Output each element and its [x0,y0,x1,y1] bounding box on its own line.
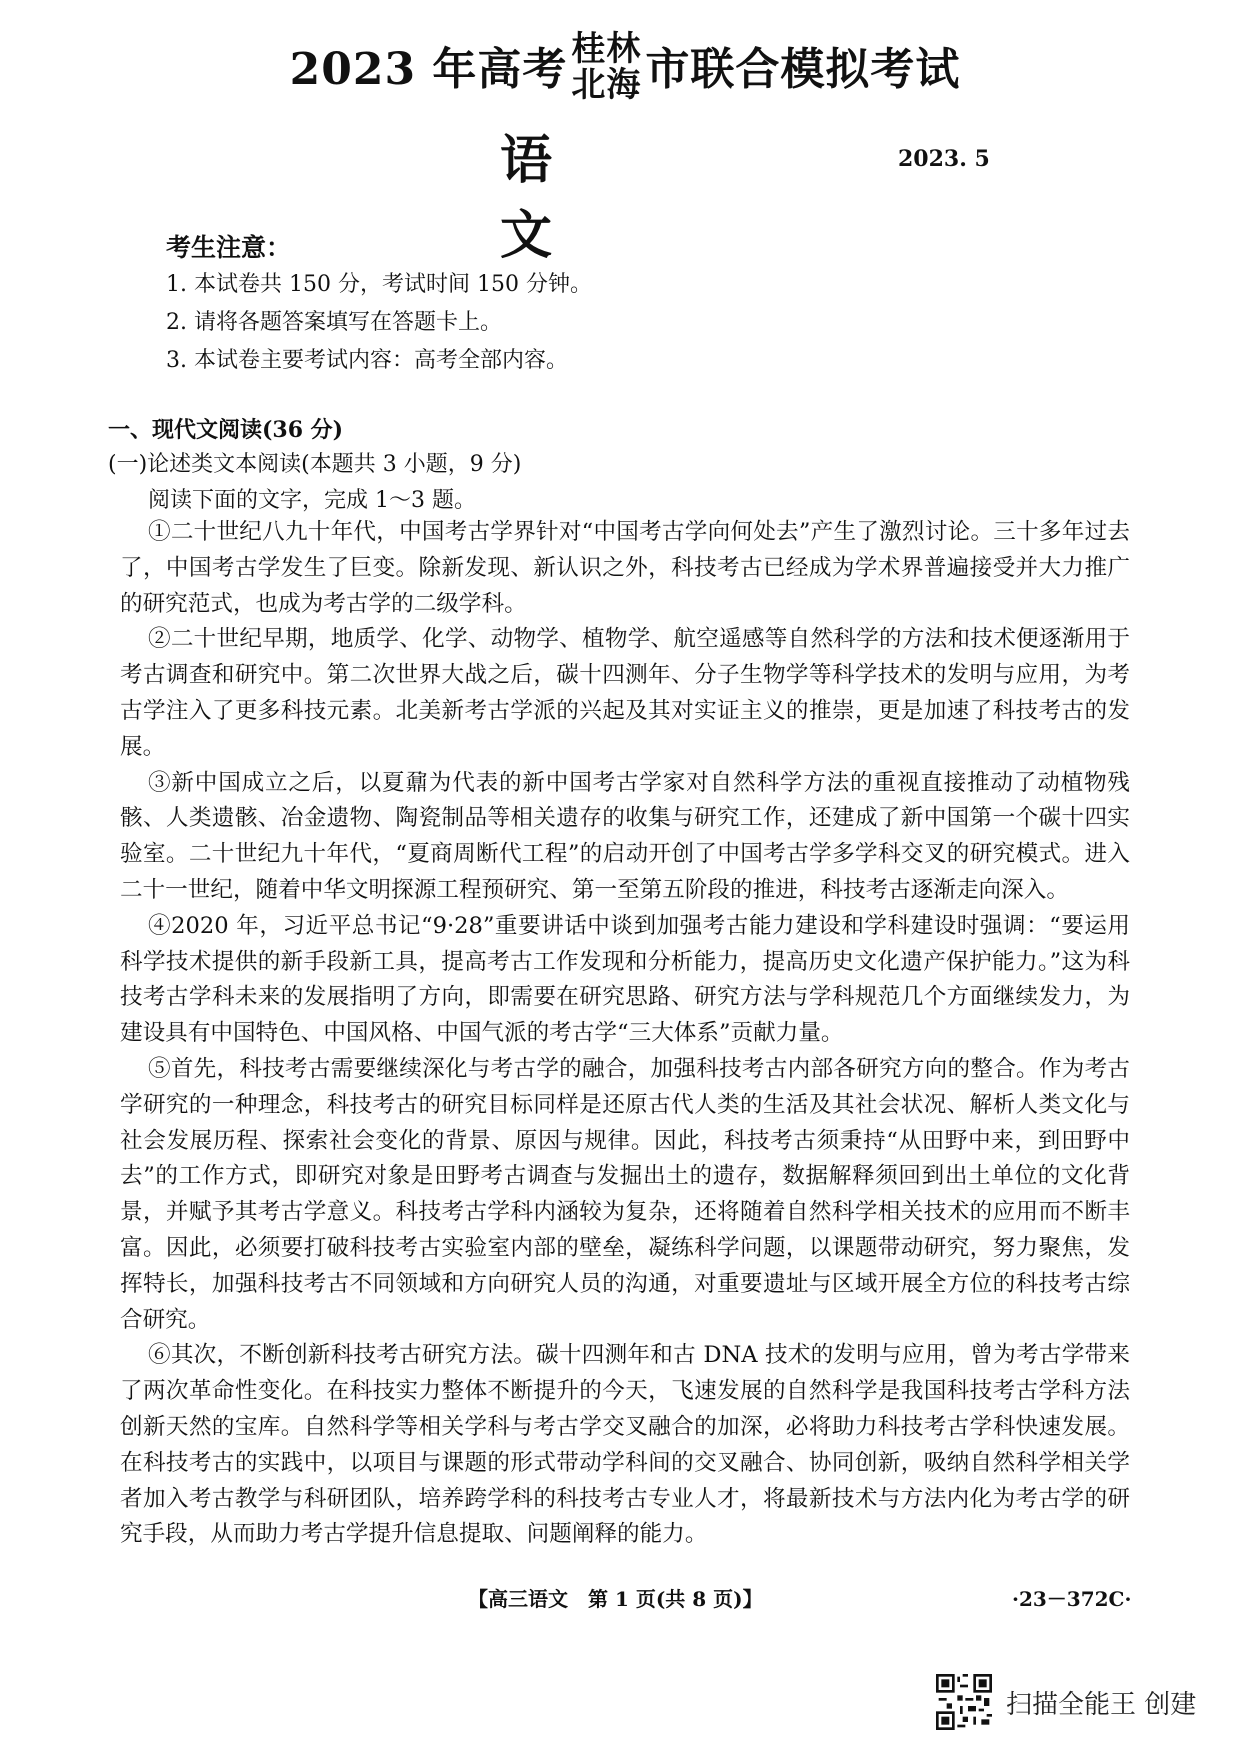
page-number: 【高三语文 第 1 页(共 8 页)】 [468,1587,763,1611]
paragraph-4: ④2020 年，习近平总书记“9·28”重要讲话中谈到加强考古能力建设和学科建设时强调：“要运用科学技术提供的新手段新工具，提高考古工作发现和分析能力，提高历史文化遗产保护能力。”这为科技考古学科未来的发展指明了方向，即需要在研究思路、研究方法与学科规范几个方面继续发力，为建设具有中国特色、中国风格、中国气派的考古学“三大体系”贡献力量。 [120,912,1130,1047]
scanner-credit [936,1672,1196,1732]
reading-instruction: 阅读下面的文字，完成 1～3 题。 [148,488,476,513]
subject-title: 语文 [500,130,648,266]
paper-code: ·23－372C· [1012,1587,1132,1611]
exam-date: 2023. 5 [898,146,990,172]
title-prefix: 2023 年高考 [289,44,568,95]
notice-item: 3. 本试卷主要考试内容：高考全部内容。 [166,348,568,373]
page-footer [0,1583,1240,1613]
title-suffix: 市联合模拟考试 [645,44,961,95]
section-subheading: (一)论述类文本阅读(本题共 3 小题，9 分) [108,452,522,477]
paragraph-3: ③新中国成立之后，以夏鼐为代表的新中国考古学家对自然科学方法的重视直接推动了动植物残骸、人类遗骸、冶金遗物、陶瓷制品等相关遗存的收集与研究工作，还建成了新中国第一个碳十四实验室。二十世纪九十年代，“夏商周断代工程”的启动开创了中国考古学多学科交叉的研究模式。进入二十一世纪，随着中华文明探源工程预研究、第一至第五阶段的推进，科技考古逐渐走向深入。 [120,769,1130,903]
paragraph-6: ⑥其次，不断创新科技考古研究方法。碳十四测年和古 DNA 技术的发明与应用，曾为考古学带来了两次革命性变化。在科技实力整体不断提升的今天，飞速发展的自然科学是我国科技考古学科方法创新天然的宝库。自然科学等相关学科与考古学交叉融合的加深，必将助力科技考古学科快速发展。在科技考古的实践中，以项目与课题的形式带动学科间的交叉融合、协同创新，吸纳自然科学相关学者加入考古教学与科研团队，培养跨学科的科技考古专业人才，将最新技术与方法内化为考古学的研究手段，从而助力考古学提升信息提取、问题阐释的能力。 [120,1342,1130,1548]
notice-item: 2. 请将各题答案填写在答题卡上。 [166,310,502,335]
city-bottom: 北海 [571,65,642,105]
section-heading: 一、现代文阅读(36 分) [108,417,344,443]
qr-code-icon [936,1674,992,1730]
paragraph-2: ②二十世纪早期，地质学、化学、动物学、植物学、航空遥感等自然科学的方法和技术便逐渐用于考古调查和研究中。第二次世界大战之后，碳十四测年、分子生物学等科学技术的发明与应用，为考古学注入了更多科技元素。北美新考古学派的兴起及其对实证主义的推崇，更是加速了科技考古的发展。 [120,626,1130,760]
article-body [120,515,1130,1553]
city-names [571,31,641,103]
city-top: 桂林 [571,29,642,69]
notice-item: 1. 本试卷共 150 分，考试时间 150 分钟。 [166,272,592,297]
exam-title [225,22,1025,108]
scanner-label: 扫描全能王 创建 [1006,1689,1197,1720]
paragraph-5: ⑤首先，科技考古需要继续深化与考古学的融合，加强科技考古内部各研究方向的整合。作为考古学研究的一种理念，科技考古的研究目标同样是还原古代人类的生活及其社会状况、解析人类文化与社会发展历程、探索社会变化的背景、原因与规律。因此，科技考古须秉持“从田野中来，到田野中去”的工作方式，即研究对象是田野考古调查与发掘出土的遗存，数据解释须回到出土单位的文化背景，并赋予其考古学意义。科技考古学科内涵较为复杂，还将随着自然科学相关技术的应用而不断丰富。因此，必须要打破科技考古实验室内部的壁垒，凝练科学问题，以课题带动研究，努力聚焦，发挥特长，加强科技考古不同领域和方向研究人员的沟通，对重要遗址与区域开展全方位的科技考古综合研究。 [120,1055,1130,1333]
notice-title: 考生注意： [166,233,292,262]
paragraph-1: ①二十世纪八九十年代，中国考古学界针对“中国考古学向何处去”产生了激烈讨论。三十多年过去了，中国考古学发生了巨变。除新发现、新认识之外，科技考古已经成为学术界普遍接受并大力推广的研究范式，也成为考古学的二级学科。 [120,519,1130,617]
